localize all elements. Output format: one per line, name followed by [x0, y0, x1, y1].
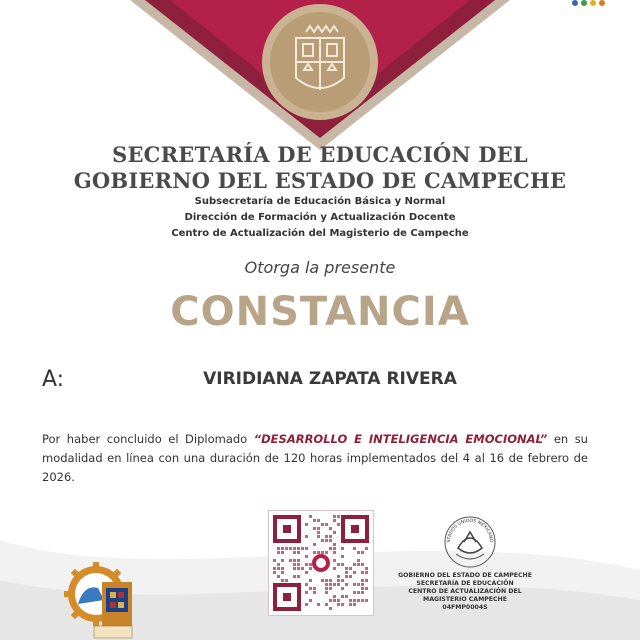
recipient-name: VIRIDIANA ZAPATA RIVERA	[203, 369, 457, 389]
brand-dots	[572, 0, 605, 6]
seal-caption-line: CENTRO DE ACTUALIZACIÓN DEL	[408, 588, 522, 595]
certificate-title: CONSTANCIA	[170, 289, 470, 335]
seal-ring-text: STADOS UNIDOS MEXICANO	[446, 518, 494, 543]
certificate-body	[42, 430, 588, 487]
intro-text: Otorga la presente	[244, 258, 396, 277]
centro-line: Centro de Actualización del Magisterio de Campeche	[171, 228, 469, 239]
seal-caption-line: 04FMP0004S	[442, 604, 488, 611]
diploma-name: “DESARROLLO E INTELIGENCIA EMOCIONAL”	[253, 432, 548, 446]
seal-caption	[390, 572, 540, 612]
seal-caption-line: MAGISTERIO CAMPECHE	[423, 596, 507, 603]
qr-code-icon	[268, 510, 374, 616]
cam-logo-icon	[64, 560, 136, 640]
direccion-line: Dirección de Formación y Actualización Docente	[184, 212, 456, 223]
mexico-seal-icon	[440, 514, 500, 570]
header-banner	[0, 0, 640, 150]
institution-title-line1: SECRETARÍA DE EDUCACIÓN DEL	[112, 142, 528, 167]
subsecretaria-line: Subsecretaría de Educación Básica y Normal	[194, 196, 446, 207]
seal-caption-line: GOBIERNO DEL ESTADO DE CAMPECHE	[398, 572, 532, 579]
body-suffix: en su modalidad en línea con una duración de 120 horas implementados del 4 al 16 de febrero de 2026.	[42, 432, 588, 484]
qr-code-graphic	[269, 511, 373, 615]
institution-title-line2: GOBIERNO DEL ESTADO DE CAMPECHE	[73, 168, 567, 193]
body-prefix: Por haber concluido el Diplomado	[42, 432, 254, 446]
seal-caption-line: SECRETARÍA DE EDUCACIÓN	[416, 580, 514, 587]
recipient-label: A:	[42, 367, 65, 392]
